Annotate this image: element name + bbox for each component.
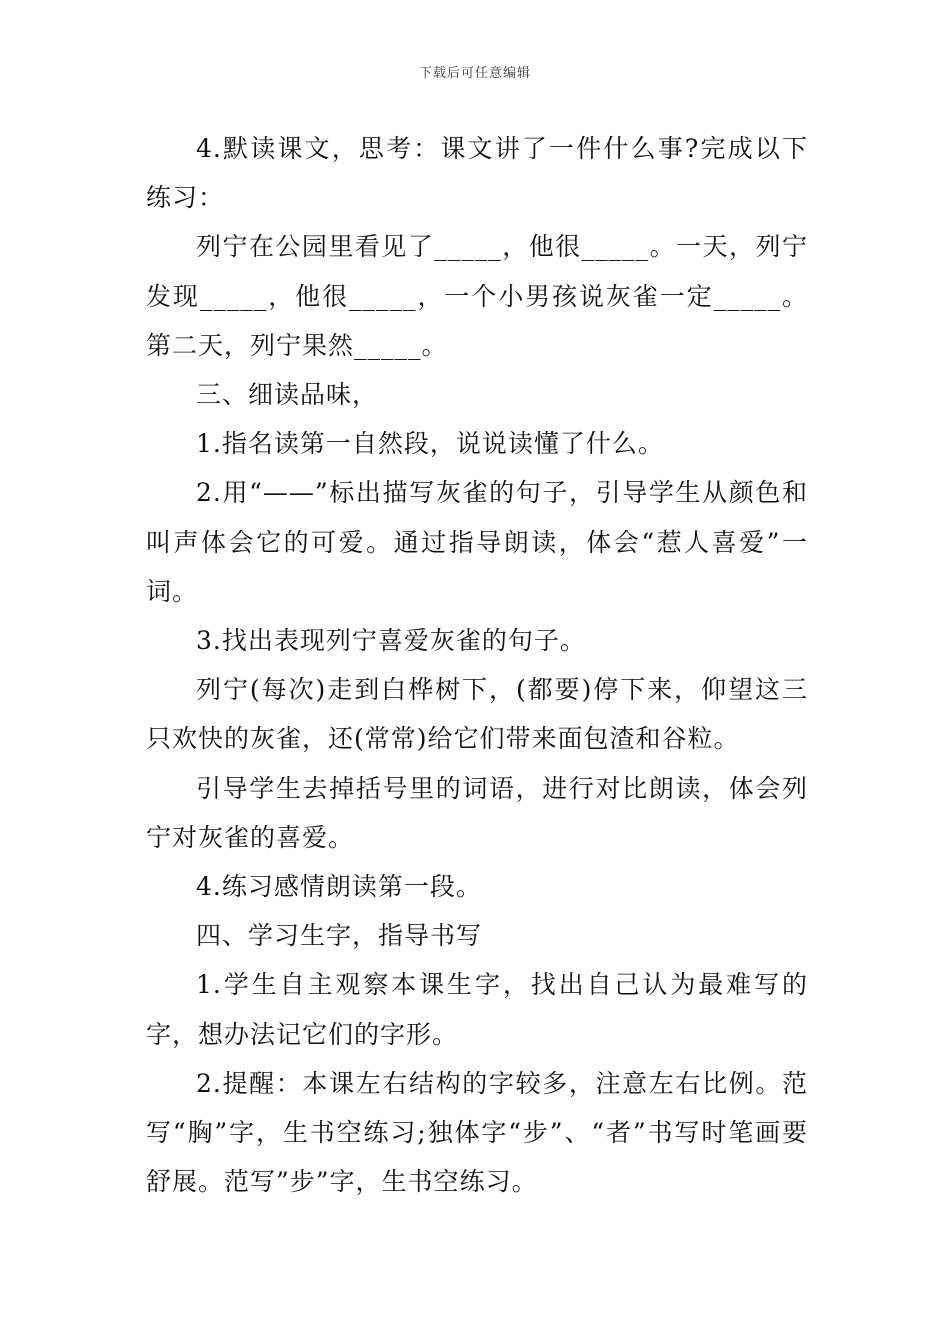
document-body — [146, 124, 808, 1206]
paragraph-step-4: 4.练习感情朗读第一段。 — [196, 872, 482, 902]
paragraph-writing-1: 1.学生自主观察本课生字，找出自己认为最难写的字，想办法记它们的字形。 — [146, 970, 808, 1049]
section-heading-4: 四、学习生字，指导书写 — [196, 921, 483, 951]
section-heading-3: 三、细读品味， — [196, 380, 379, 410]
paragraph-step-1: 1.指名读第一自然段，说说读懂了什么。 — [196, 429, 664, 459]
paragraph-step-2: 2.用“——”标出描写灰雀的句子，引导学生从颜色和叫声体会它的可爱。通过指导朗读，体会“惹人喜爱”一词。 — [146, 478, 808, 606]
header-note: 下载后可任意编辑 — [418, 66, 531, 81]
paragraph-quote: 列宁(每次)走到白桦树下，(都要)停下来，仰望这三只欢快的灰雀，还(常常)给它们带来面包渣和谷粒。 — [146, 675, 808, 754]
paragraph-fill-in-blanks: 列宁在公园里看见了_____，他很_____。一天，列宁发现_____，他很_____，一个小男孩说灰雀一定_____。第二天，列宁果然_____。 — [146, 232, 808, 360]
paragraph-writing-2: 2.提醒：本课左右结构的字较多，注意左右比例。范写“胸”字，生书空练习;独体字“步”、“者”书写时笔画要舒展。范写”步”字，生书空练习。 — [146, 1068, 808, 1197]
paragraph-reading-task: 4.默读课文，思考：课文讲了一件什么事?完成以下练习： — [146, 134, 808, 213]
paragraph-step-3: 3.找出表现列宁喜爱灰雀的句子。 — [196, 626, 586, 656]
paragraph-compare-reading: 引导学生去掉括号里的词语，进行对比朗读，体会列宁对灰雀的喜爱。 — [146, 773, 808, 852]
